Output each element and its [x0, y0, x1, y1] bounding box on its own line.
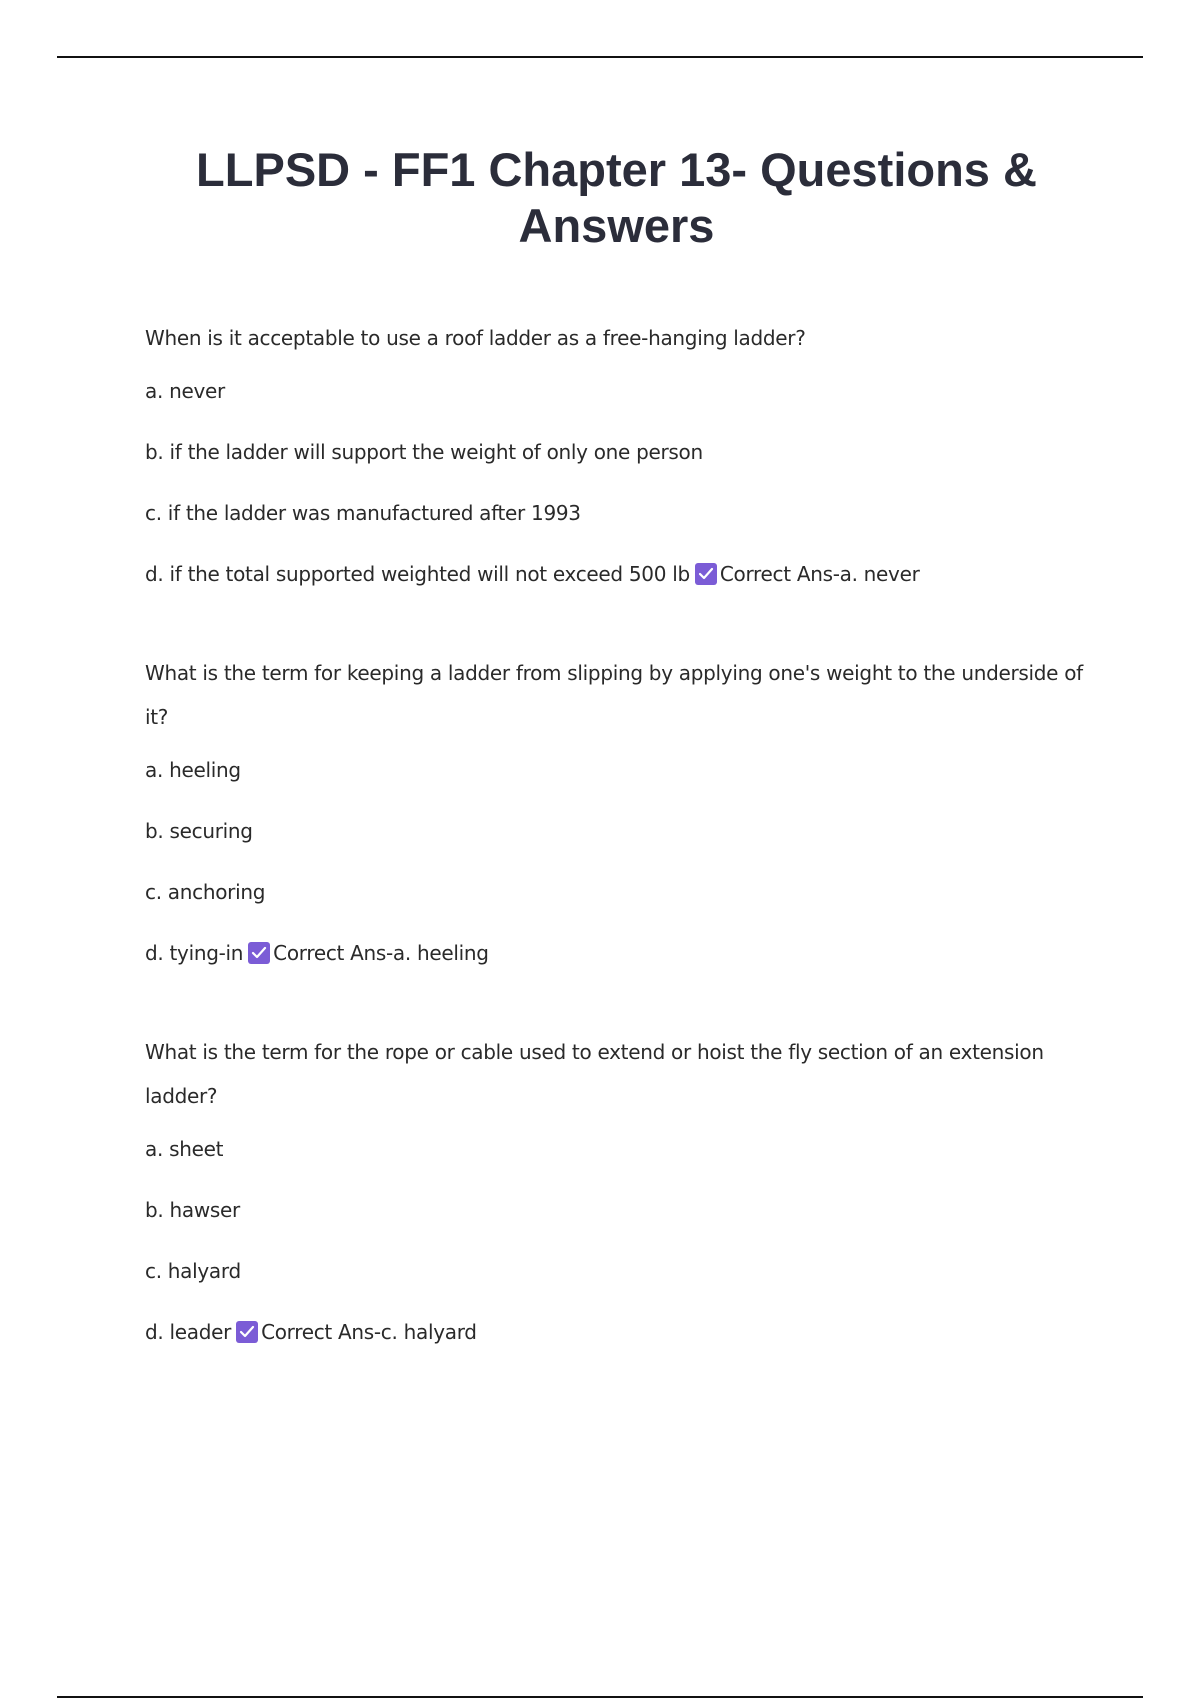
option-d-with-answer: [145, 939, 1095, 967]
question-block-1: [145, 316, 1095, 588]
qa-list: [145, 316, 1095, 1409]
top-divider: [57, 56, 1143, 58]
option-b: b. securing: [145, 819, 253, 843]
question-text: What is the term for keeping a ladder from slipping by applying one's weight to the underside of it?: [145, 661, 1083, 729]
option-b: b. if the ladder will support the weight of only one person: [145, 440, 703, 464]
option-d: d. tying-in: [145, 941, 244, 965]
checkmark-box-icon: [695, 563, 717, 585]
option-d-with-answer: [145, 1318, 1095, 1346]
question-block-3: [145, 1030, 1095, 1346]
correct-answer: Correct Ans-a. never: [719, 562, 920, 586]
question-text: When is it acceptable to use a roof ladder as a free-hanging ladder?: [145, 326, 806, 350]
correct-answer: Correct Ans-a. heeling: [273, 941, 489, 965]
page-title: LLPSD - FF1 Chapter 13- Questions & Answers: [196, 143, 1037, 252]
option-a: a. heeling: [145, 758, 241, 782]
question-block-2: [145, 651, 1095, 967]
option-c: c. halyard: [145, 1259, 241, 1283]
question-text: What is the term for the rope or cable used to extend or hoist the fly section of an extension ladder?: [145, 1040, 1044, 1108]
bottom-divider: [57, 1696, 1143, 1698]
option-c: c. anchoring: [145, 880, 266, 904]
checkmark-box-icon: [248, 942, 270, 964]
option-d-with-answer: [145, 560, 1095, 588]
option-b: b. hawser: [145, 1198, 240, 1222]
option-d: d. if the total supported weighted will not exceed 500 lb: [145, 562, 690, 586]
checkmark-box-icon: [236, 1321, 258, 1343]
option-a: a. sheet: [145, 1137, 224, 1161]
option-c: c. if the ladder was manufactured after 1993: [145, 501, 581, 525]
option-a: a. never: [145, 379, 225, 403]
option-d: d. leader: [145, 1320, 232, 1344]
correct-answer: Correct Ans-c. halyard: [261, 1320, 477, 1344]
